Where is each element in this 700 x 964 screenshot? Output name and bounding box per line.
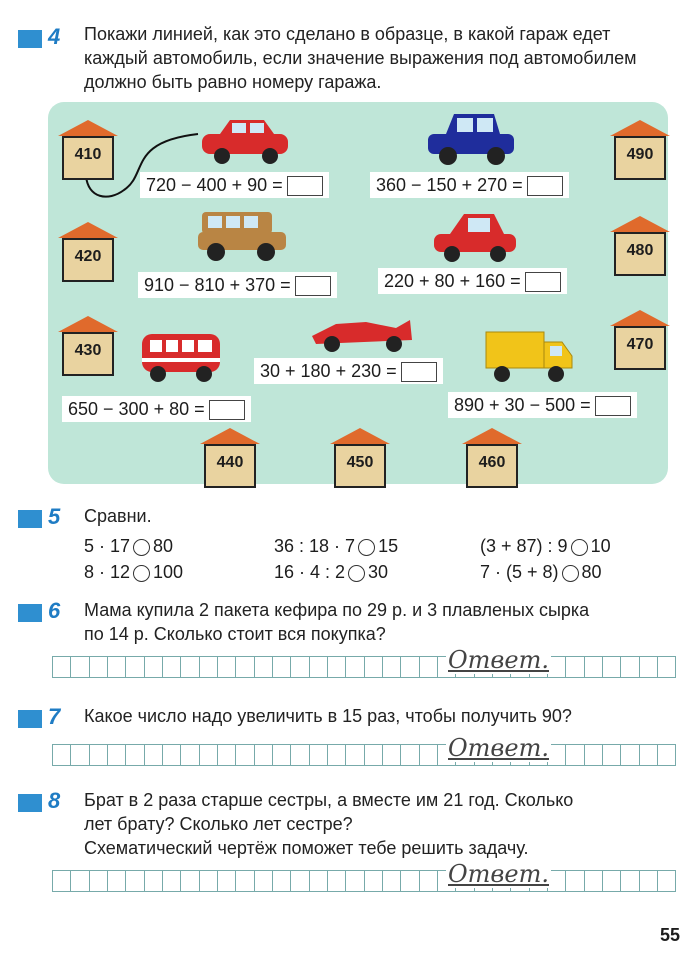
compare-5: (3 + 87) : 9 10 [480, 536, 611, 556]
grid-cell[interactable] [145, 871, 163, 891]
answer-box-4[interactable] [525, 272, 561, 292]
grid-cell[interactable] [365, 657, 383, 677]
expression-3: 910 − 810 + 370 = [138, 272, 337, 298]
task-7-marker [18, 710, 42, 728]
grid-cell[interactable] [126, 871, 144, 891]
compare-1: 5 · 17 80 [84, 536, 174, 556]
grid-cell[interactable] [218, 871, 236, 891]
task-5-marker [18, 510, 42, 528]
grid-cell[interactable] [200, 871, 218, 891]
expression-5: 30 + 180 + 230 = [254, 358, 443, 384]
grid-cell[interactable] [200, 745, 218, 765]
task-8-line-1: Брат в 2 раза старше сестры, а вместе им 21 год. Сколько [84, 790, 574, 810]
grid-cell[interactable] [566, 871, 584, 891]
grid-cell[interactable] [90, 657, 108, 677]
grid-cell[interactable] [310, 745, 328, 765]
grid-cell[interactable] [566, 657, 584, 677]
grid-cell[interactable] [163, 745, 181, 765]
grid-cell[interactable] [291, 745, 309, 765]
grid-cell[interactable] [145, 745, 163, 765]
grid-cell[interactable] [291, 871, 309, 891]
yellow-truck-icon [484, 328, 578, 388]
grid-cell[interactable] [328, 745, 346, 765]
grid-cell[interactable] [603, 657, 621, 677]
grid-cell[interactable] [420, 871, 438, 891]
grid-cell[interactable] [658, 745, 675, 765]
grid-cell[interactable] [218, 745, 236, 765]
compare-2: 8 · 12 100 [84, 562, 184, 582]
grid-cell[interactable] [365, 745, 383, 765]
compare-circle-4[interactable] [348, 565, 365, 582]
task-4-line-1: Покажи линией, как это сделано в образце, в какой гараж едет [84, 24, 611, 44]
grid-cell[interactable] [621, 745, 639, 765]
grid-cell[interactable] [126, 657, 144, 677]
grid-cell[interactable] [401, 871, 419, 891]
grid-cell[interactable] [640, 871, 658, 891]
grid-cell[interactable] [273, 871, 291, 891]
compare-circle-1[interactable] [133, 539, 150, 556]
grid-cell[interactable] [658, 657, 675, 677]
grid-cell[interactable] [181, 871, 199, 891]
compare-circle-6[interactable] [562, 565, 579, 582]
grid-cell[interactable] [585, 871, 603, 891]
task-8-line-3: Схематический чертёж поможет тебе решить задачу. [84, 838, 529, 858]
grid-cell[interactable] [255, 745, 273, 765]
grid-cell[interactable] [603, 871, 621, 891]
compare-3: 36 : 18 · 7 15 [274, 536, 399, 556]
grid-cell[interactable] [71, 745, 89, 765]
red-bus-icon [138, 328, 226, 386]
garage-410: 410 [58, 120, 118, 182]
task-8-number: 8 [48, 788, 61, 813]
task-7-text: Какое число надо увеличить в 15 раз, чтобы получить 90? [84, 706, 572, 726]
task-5-title: Сравни. [84, 506, 152, 526]
grid-cell[interactable] [420, 657, 438, 677]
grid-cell[interactable] [566, 745, 584, 765]
race-car-icon [306, 310, 416, 354]
grid-cell[interactable] [310, 871, 328, 891]
grid-cell[interactable] [126, 745, 144, 765]
grid-cell[interactable] [420, 745, 438, 765]
grid-cell[interactable] [346, 871, 364, 891]
grid-cell[interactable] [181, 745, 199, 765]
garage-430: 430 [58, 316, 118, 378]
grid-cell[interactable] [640, 745, 658, 765]
task-4-line-2: каждый автомобиль, если значение выражения под автомобилем [84, 48, 637, 68]
grid-cell[interactable] [621, 871, 639, 891]
answer-label-7: Ответ. [448, 734, 549, 762]
garage-460: 460 [462, 428, 522, 490]
task-6-marker [18, 604, 42, 622]
answer-box-3[interactable] [295, 276, 331, 296]
grid-cell[interactable] [108, 657, 126, 677]
expression-1: 720 − 400 + 90 = [140, 172, 329, 198]
grid-cell[interactable] [585, 745, 603, 765]
garage-490: 490 [610, 120, 670, 182]
grid-cell[interactable] [163, 871, 181, 891]
garage-panel [48, 102, 668, 484]
grid-cell[interactable] [108, 871, 126, 891]
answer-label-6: Ответ. [448, 646, 549, 674]
task-4-number: 4 [48, 24, 61, 49]
grid-cell[interactable] [255, 657, 273, 677]
grid-cell[interactable] [236, 745, 254, 765]
grid-cell[interactable] [328, 871, 346, 891]
grid-cell[interactable] [90, 745, 108, 765]
grid-cell[interactable] [291, 657, 309, 677]
grid-cell[interactable] [401, 745, 419, 765]
grid-cell[interactable] [603, 745, 621, 765]
expression-6: 650 − 300 + 80 = [62, 396, 251, 422]
grid-cell[interactable] [383, 745, 401, 765]
compare-circle-3[interactable] [358, 539, 375, 556]
compare-circle-5[interactable] [571, 539, 588, 556]
grid-cell[interactable] [585, 657, 603, 677]
garage-480: 480 [610, 216, 670, 278]
garage-450: 450 [330, 428, 390, 490]
task-6-line-1: Мама купила 2 пакета кефира по 29 р. и 3 плавленых сырка [84, 600, 590, 620]
garage-440: 440 [200, 428, 260, 490]
expression-2: 360 − 150 + 270 = [370, 172, 569, 198]
task-7-number: 7 [48, 704, 61, 729]
grid-cell[interactable] [145, 657, 163, 677]
grid-cell[interactable] [621, 657, 639, 677]
red-hatchback-icon [430, 210, 522, 264]
task-8-marker [18, 794, 42, 812]
answer-grid-6[interactable] [52, 656, 676, 678]
blue-car-icon [424, 110, 520, 168]
grid-cell[interactable] [658, 871, 675, 891]
grid-cell[interactable] [71, 871, 89, 891]
page-number: 55 [659, 925, 680, 945]
grid-cell[interactable] [346, 745, 364, 765]
grid-cell[interactable] [218, 657, 236, 677]
grid-cell[interactable] [108, 745, 126, 765]
grid-cell[interactable] [53, 871, 71, 891]
expression-7: 890 + 30 − 500 = [448, 392, 637, 418]
grid-cell[interactable] [236, 871, 254, 891]
garage-470: 470 [610, 310, 670, 372]
compare-circle-2[interactable] [133, 565, 150, 582]
grid-cell[interactable] [383, 871, 401, 891]
grid-cell[interactable] [255, 871, 273, 891]
answer-label-8: Ответ. [448, 860, 549, 888]
grid-cell[interactable] [163, 657, 181, 677]
grid-cell[interactable] [310, 657, 328, 677]
grid-cell[interactable] [71, 657, 89, 677]
compare-6: 7 · (5 + 8) 80 [480, 562, 602, 582]
grid-cell[interactable] [640, 657, 658, 677]
answer-grid-7[interactable] [52, 744, 676, 766]
red-car-icon [198, 114, 294, 166]
garage-420: 420 [58, 222, 118, 284]
grid-cell[interactable] [383, 657, 401, 677]
grid-cell[interactable] [53, 745, 71, 765]
grid-cell[interactable] [346, 657, 364, 677]
grid-cell[interactable] [200, 657, 218, 677]
answer-box-7[interactable] [595, 396, 631, 416]
answer-box-6[interactable] [209, 400, 245, 420]
answer-grid-8[interactable] [52, 870, 676, 892]
grid-cell[interactable] [90, 871, 108, 891]
grid-cell[interactable] [401, 657, 419, 677]
answer-box-5[interactable] [401, 362, 437, 382]
task-4-marker [18, 30, 42, 48]
task-6-line-2: по 14 р. Сколько стоит вся покупка? [84, 624, 386, 644]
task-6-number: 6 [48, 598, 61, 623]
grid-cell[interactable] [236, 657, 254, 677]
compare-4: 16 · 4 : 2 30 [274, 562, 389, 582]
grid-cell[interactable] [53, 657, 71, 677]
task-8-line-2: лет брату? Сколько лет сестре? [84, 814, 353, 834]
brown-car-icon [194, 206, 290, 264]
answer-box-1[interactable] [287, 176, 323, 196]
grid-cell[interactable] [365, 871, 383, 891]
task-5-number: 5 [48, 504, 61, 529]
grid-cell[interactable] [273, 745, 291, 765]
grid-cell[interactable] [273, 657, 291, 677]
expression-4: 220 + 80 + 160 = [378, 268, 567, 294]
grid-cell[interactable] [328, 657, 346, 677]
answer-box-2[interactable] [527, 176, 563, 196]
task-4-line-3: должно быть равно номеру гаража. [84, 72, 382, 92]
grid-cell[interactable] [181, 657, 199, 677]
